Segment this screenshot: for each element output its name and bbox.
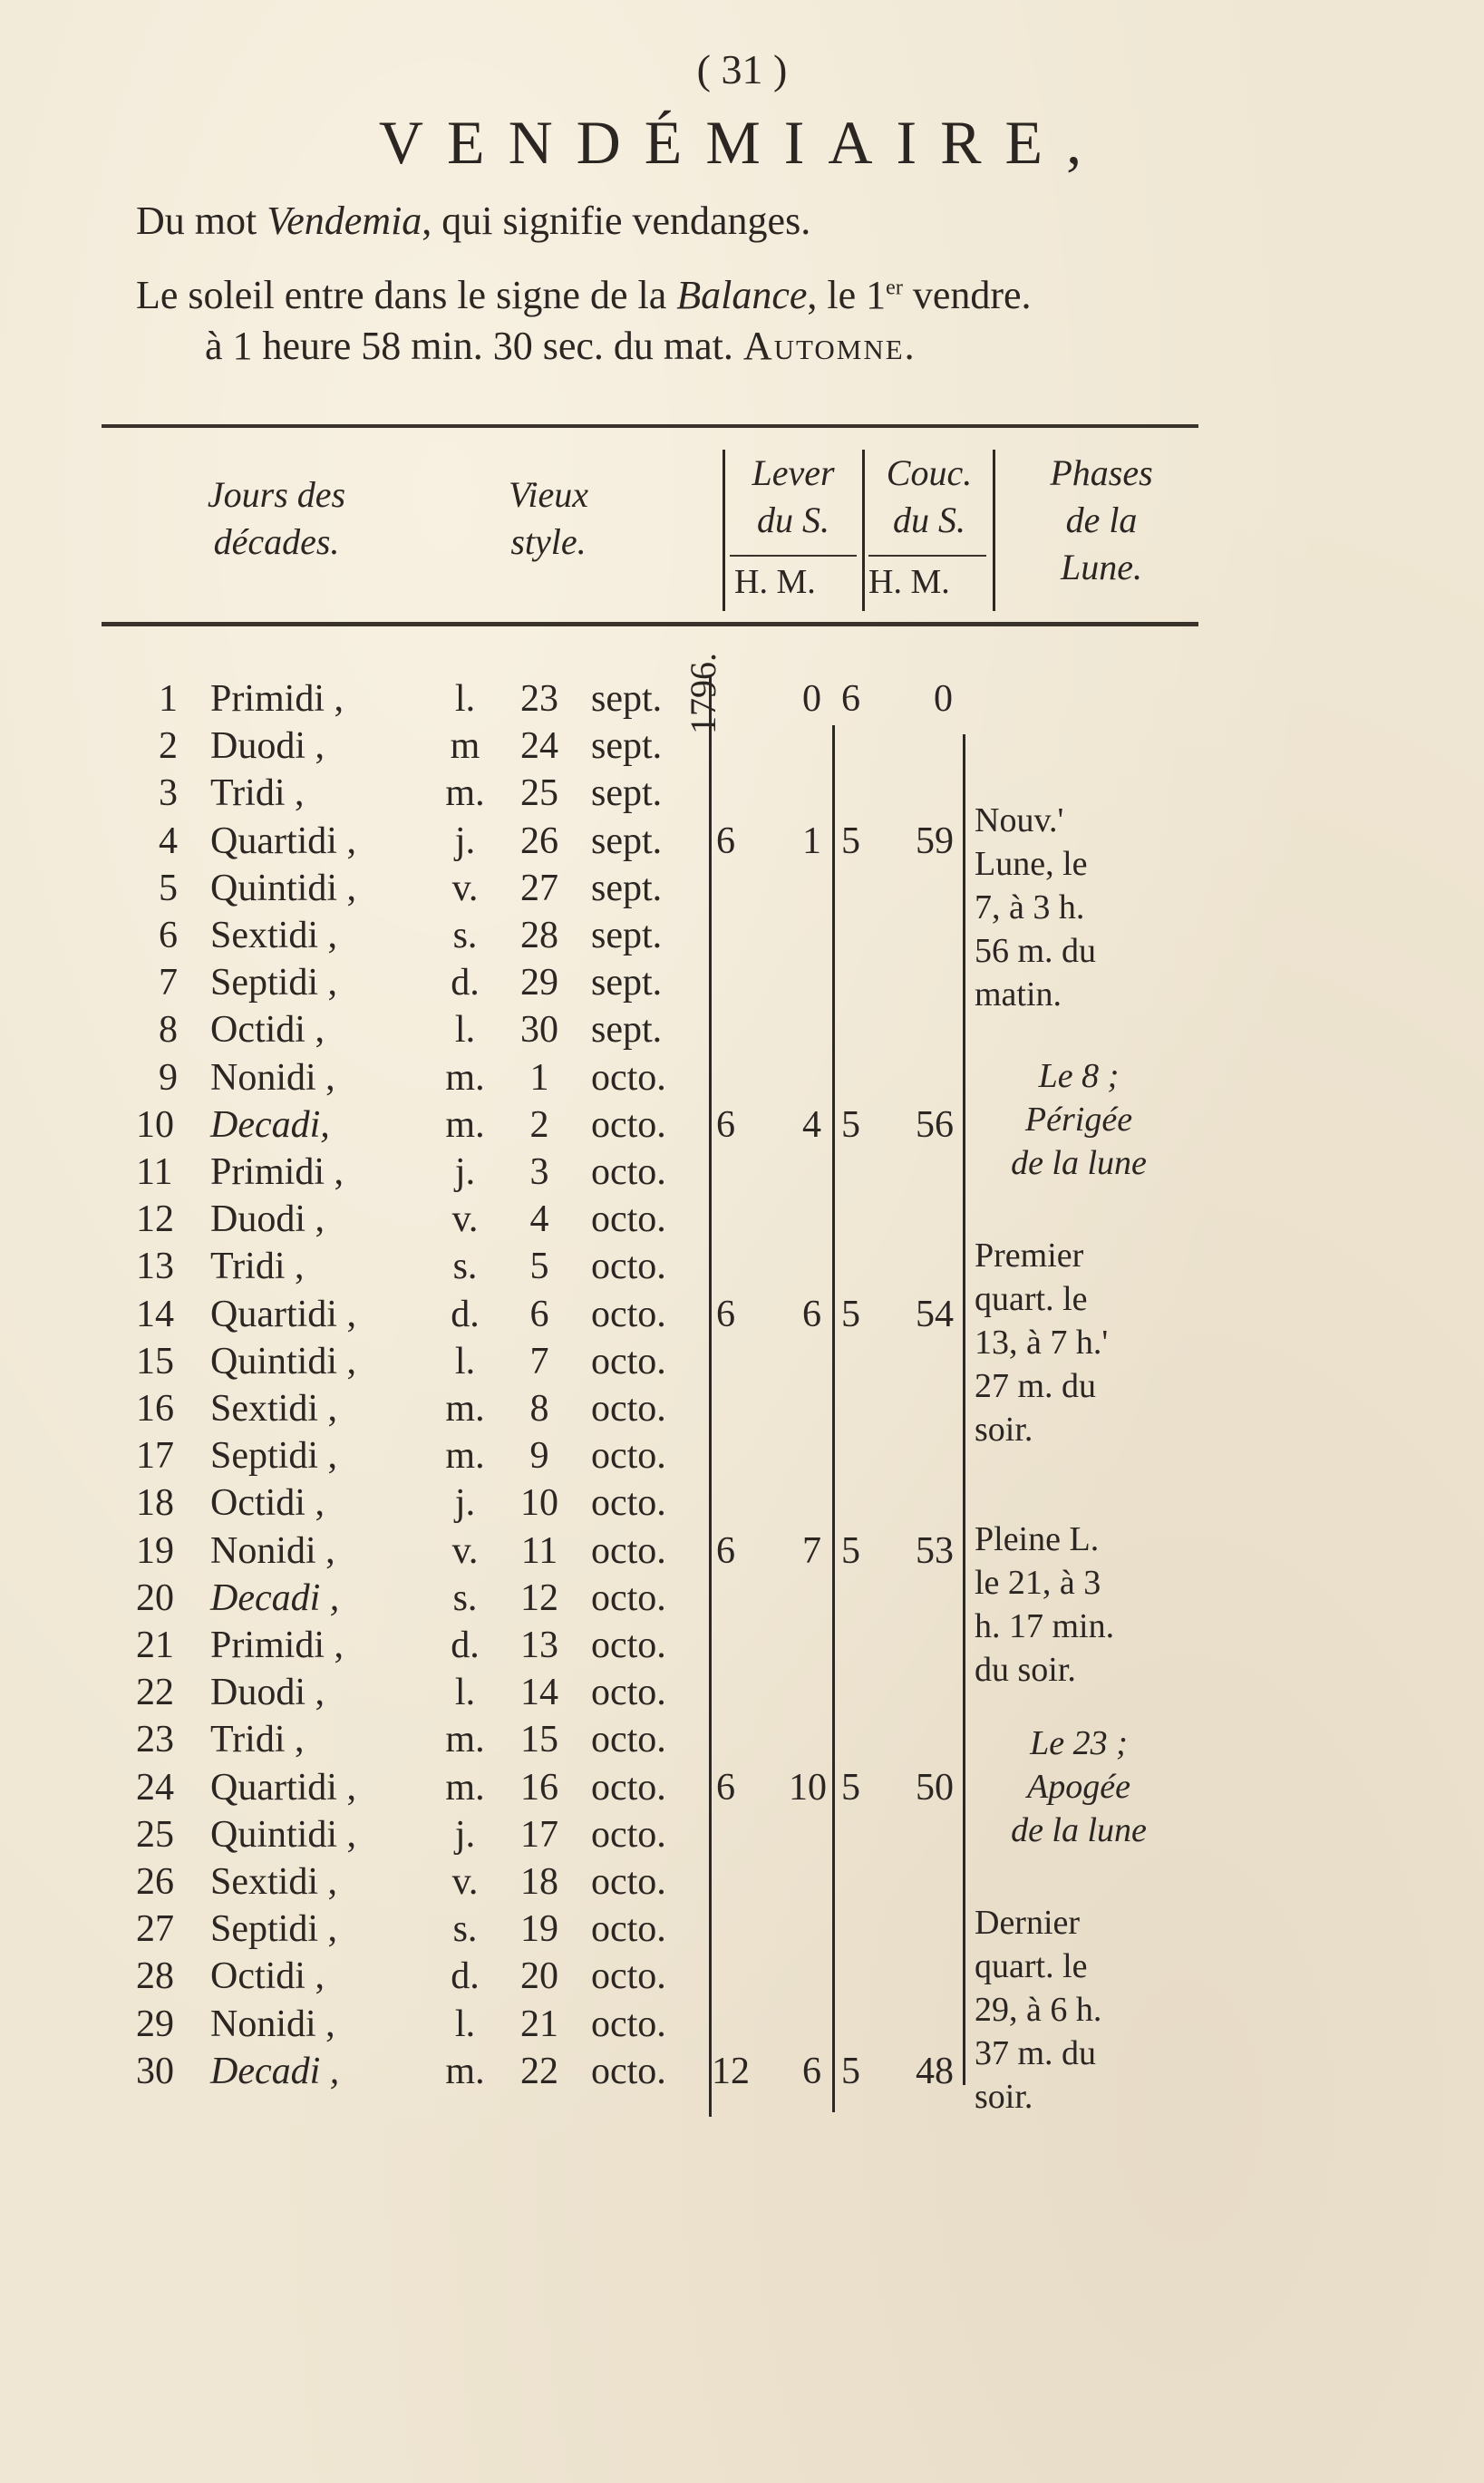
sunset-hour: 6 (802, 1293, 821, 1335)
header-days-line1: Jours des (207, 474, 346, 515)
phase-line: Premier (975, 1236, 1084, 1275)
header-couc-line1: Couc. (886, 452, 973, 493)
sunset-hour: 4 (802, 1103, 821, 1146)
old-style-month: octo. (591, 1388, 666, 1430)
header-old-line2: style. (510, 521, 587, 562)
old-style-day: 25 (520, 772, 558, 815)
old-style-month: octo. (591, 1576, 666, 1619)
day-number: 9 (159, 1056, 178, 1099)
day-name: Decadi, (210, 1103, 330, 1146)
header-phases-line1: Phases (1050, 452, 1153, 493)
phase-line: de la lune (1011, 1810, 1147, 1849)
header-bottom-rule (102, 622, 1198, 626)
sunset-hour: 10 (789, 1766, 827, 1809)
old-style-day: 10 (520, 1482, 558, 1525)
day-number: 22 (136, 1672, 174, 1714)
header-phases-line3: Lune. (1061, 547, 1142, 587)
weekday-abbrev: v. (451, 1198, 479, 1241)
weekday-abbrev: l. (454, 678, 476, 720)
old-style-month: sept. (591, 820, 663, 862)
day-name: Quartidi , (210, 1293, 356, 1335)
sunset-minute: 5 (841, 1766, 860, 1809)
old-style-month: sept. (591, 867, 663, 909)
phase-line: Pleine L. (975, 1520, 1100, 1559)
old-style-day: 9 (529, 1435, 549, 1478)
phase-line: soir. (975, 2077, 1033, 2116)
header-days (163, 471, 390, 566)
sunrise-hour: 6 (716, 1766, 735, 1809)
day-number: 28 (136, 1955, 174, 1998)
old-style-day: 27 (520, 867, 558, 909)
old-style-month: octo. (591, 1151, 666, 1193)
header-phases (1015, 450, 1188, 591)
old-style-day: 6 (529, 1293, 549, 1335)
old-style-month: octo. (591, 1056, 666, 1099)
day-name: Primidi , (210, 1625, 344, 1666)
day-name: Duodi , (210, 1198, 325, 1241)
day-name: Nonidi , (210, 1056, 335, 1099)
day-number: 30 (136, 2050, 174, 2092)
phase-line: du soir. (975, 1651, 1076, 1690)
old-style-day: 2 (529, 1103, 549, 1146)
sunrise-hour: 6 (716, 1293, 735, 1335)
weekday-abbrev: l. (454, 1009, 476, 1052)
old-style-month: sept. (591, 915, 663, 956)
extra-value: 53 (916, 1529, 954, 1572)
old-style-day: 26 (520, 820, 558, 862)
header-old-style (467, 471, 630, 566)
day-name: Sextidi , (210, 915, 338, 956)
sunset-hour: 1 (802, 820, 821, 862)
day-name: Decadi , (210, 2050, 340, 2092)
phase-line: Dernier (975, 1903, 1081, 1942)
weekday-abbrev: m. (445, 1388, 485, 1430)
old-style-day: 16 (520, 1766, 558, 1809)
header-couc (866, 450, 993, 544)
day-name: Sextidi , (210, 1388, 338, 1430)
sunset-hour: 7 (802, 1529, 821, 1572)
phase-line: le 21, à 3 (975, 1564, 1101, 1603)
old-style-month: octo. (591, 1435, 666, 1478)
old-style-month: octo. (591, 1955, 666, 1998)
header-lever (725, 450, 861, 544)
old-style-month: octo. (591, 1482, 666, 1525)
day-name: Sextidi , (210, 1861, 338, 1903)
header-couc-line2: du S. (893, 500, 965, 540)
day-number: 15 (136, 1340, 174, 1382)
header-lever-line1: Lever (752, 452, 835, 493)
day-number: 8 (159, 1009, 178, 1052)
old-style-day: 24 (520, 725, 558, 768)
old-style-day: 14 (520, 1672, 558, 1714)
weekday-abbrev: j. (454, 820, 476, 862)
extra-value: 50 (916, 1766, 954, 1809)
weekday-abbrev: m. (445, 2050, 485, 2092)
old-style-day: 28 (520, 915, 558, 956)
weekday-abbrev: l. (454, 1340, 476, 1382)
day-name: Octidi , (210, 1955, 325, 1998)
phase-line: matin. (975, 975, 1062, 1014)
day-number: 24 (136, 1766, 174, 1809)
weekday-abbrev: j. (454, 1151, 476, 1193)
old-style-month: octo. (591, 1908, 666, 1951)
old-style-day: 12 (520, 1576, 558, 1619)
sun-line-2a: à 1 heure 58 min. 30 sec. du mat. (205, 324, 733, 368)
day-number: 27 (136, 1908, 174, 1951)
subtitle-prefix: Du mot (136, 199, 257, 243)
weekday-abbrev: s. (452, 915, 478, 956)
old-style-month: octo. (591, 1103, 666, 1146)
old-style-day: 7 (529, 1340, 549, 1382)
old-style-month: sept. (591, 725, 663, 768)
old-style-day: 3 (529, 1151, 549, 1193)
month-title: VENDÉMIAIRE, (378, 108, 1106, 177)
day-name: Decadi , (210, 1576, 340, 1619)
day-number: 3 (159, 772, 178, 815)
old-style-month: octo. (591, 1293, 666, 1335)
day-number: 26 (136, 1861, 174, 1903)
extra-value: 0 (934, 678, 953, 720)
old-style-month: octo. (591, 1813, 666, 1856)
day-number: 18 (136, 1482, 174, 1525)
header-phases-line2: de la (1065, 500, 1138, 540)
day-number: 16 (136, 1388, 174, 1430)
phase-line: quart. le (975, 1946, 1088, 1985)
sunrise-hour: 6 (716, 1103, 735, 1146)
old-style-month: sept. (591, 772, 663, 815)
day-number: 5 (159, 867, 178, 909)
day-number: 20 (136, 1576, 174, 1619)
old-style-day: 5 (529, 1246, 549, 1288)
sunset-hour: 6 (802, 2050, 821, 2092)
day-name: Quintidi , (210, 1813, 357, 1856)
weekday-abbrev: m. (445, 1766, 485, 1809)
old-style-month: octo. (591, 1672, 666, 1714)
day-name: Octidi , (210, 1009, 325, 1052)
old-style-day: 4 (529, 1198, 549, 1241)
day-name: Duodi , (210, 725, 325, 768)
phase-column-line (963, 734, 965, 2085)
day-name: Quintidi , (210, 867, 357, 909)
day-number: 21 (136, 1625, 174, 1666)
day-name: Quintidi , (210, 1340, 357, 1382)
extra-value: 54 (916, 1293, 954, 1335)
old-style-day: 1 (529, 1056, 549, 1099)
old-style-day: 19 (520, 1908, 558, 1951)
day-number: 11 (136, 1151, 173, 1193)
header-lever-hm: H. M. (734, 563, 816, 601)
day-name: Tridi , (210, 1719, 305, 1761)
day-number: 29 (136, 2003, 174, 2045)
extra-value: 59 (916, 820, 954, 862)
phase-line: de la lune (1011, 1143, 1147, 1182)
phase-line: Nouv.' (975, 800, 1064, 839)
page-number: ( 31 ) (696, 46, 788, 92)
day-number: 12 (136, 1198, 174, 1241)
phase-note (975, 1722, 1183, 1852)
header-top-rule (102, 424, 1198, 428)
old-style-month: octo. (591, 1529, 666, 1572)
header-hm-rule-1 (730, 555, 857, 557)
day-name: Primidi , (210, 1151, 344, 1193)
day-name: Nonidi , (210, 1529, 335, 1572)
old-style-day: 17 (520, 1813, 558, 1856)
weekday-abbrev: j. (454, 1813, 476, 1856)
weekday-abbrev: j. (454, 1482, 476, 1525)
old-style-month: octo. (591, 1719, 666, 1761)
sun-line-sup: er (886, 276, 903, 300)
day-number: 2 (159, 725, 178, 768)
weekday-abbrev: m (450, 725, 480, 768)
old-style-day: 30 (520, 1009, 558, 1052)
old-style-day: 29 (520, 962, 558, 1004)
weekday-abbrev: v. (451, 1861, 479, 1903)
sunset-minute: 5 (841, 1529, 860, 1572)
subtitle-suffix: , qui signifie vendanges. (422, 199, 811, 243)
sunrise-hour: 12 (712, 2050, 750, 2092)
weekday-abbrev: d. (451, 1293, 480, 1335)
weekday-abbrev: s. (452, 1576, 478, 1619)
day-name: Septidi , (210, 962, 338, 1004)
phase-note (975, 1901, 1183, 2119)
header-divider-2 (862, 450, 865, 611)
old-style-month: octo. (591, 1625, 666, 1666)
header-divider-1 (723, 450, 725, 611)
old-style-month: octo. (591, 1198, 666, 1241)
header-days-line2: décades. (213, 521, 340, 562)
weekday-abbrev: d. (451, 1955, 480, 1998)
old-style-month: octo. (591, 1340, 666, 1382)
sunrise-hour: 6 (716, 820, 735, 862)
header-hm-rule-2 (868, 555, 986, 557)
lever-column-line (709, 675, 712, 2117)
old-style-day: 8 (529, 1388, 549, 1430)
day-number: 6 (159, 915, 178, 956)
day-number: 4 (159, 820, 178, 862)
day-name: Tridi , (210, 1246, 305, 1288)
season: Automne. (742, 324, 917, 368)
couc-column-line (832, 725, 835, 2112)
day-name: Nonidi , (210, 2003, 335, 2045)
phase-note (975, 1054, 1183, 1185)
sunset-hour: 0 (802, 678, 821, 720)
weekday-abbrev: d. (451, 962, 480, 1004)
sun-line-part1: Le soleil entre dans le signe de la (136, 273, 667, 317)
sun-line-sign: Balance (676, 273, 808, 317)
old-style-month: octo. (591, 1861, 666, 1903)
day-name: Tridi , (210, 772, 305, 815)
day-name: Septidi , (210, 1435, 338, 1478)
old-style-day: 18 (520, 1861, 558, 1903)
phase-note (975, 1518, 1183, 1692)
year-label: 1796. (683, 653, 723, 734)
weekday-abbrev: s. (452, 1908, 478, 1951)
day-number: 19 (136, 1529, 174, 1572)
old-style-day: 20 (520, 1955, 558, 1998)
day-name: Duodi , (210, 1672, 325, 1714)
phase-line: 56 m. du (975, 931, 1097, 970)
day-number: 14 (136, 1293, 174, 1335)
phase-line: soir. (975, 1410, 1033, 1449)
subtitle (136, 198, 810, 244)
old-style-month: octo. (591, 2050, 666, 2092)
phase-line: 13, à 7 h.' (975, 1323, 1109, 1362)
day-name: Quartidi , (210, 1766, 356, 1809)
weekday-abbrev: m. (445, 1435, 485, 1478)
subtitle-word: Vendemia (267, 199, 422, 243)
old-style-month: octo. (591, 1246, 666, 1288)
day-name: Quartidi , (210, 820, 356, 862)
old-style-month: sept. (591, 962, 663, 1004)
phase-note (975, 799, 1183, 1016)
weekday-abbrev: m. (445, 1103, 485, 1146)
old-style-month: sept. (591, 1009, 663, 1052)
sunset-minute: 5 (841, 1293, 860, 1335)
phase-line: Le 8 ; (1038, 1056, 1120, 1095)
day-number: 25 (136, 1813, 174, 1856)
sun-entry-line-2 (205, 323, 917, 369)
sun-line-part2: , le 1 (807, 273, 887, 317)
phase-line: 27 m. du (975, 1366, 1097, 1405)
weekday-abbrev: l. (454, 2003, 476, 2045)
day-name: Octidi , (210, 1482, 325, 1525)
phase-line: Le 23 ; (1030, 1723, 1128, 1762)
old-style-day: 13 (520, 1625, 558, 1666)
old-style-day: 15 (520, 1719, 558, 1761)
day-name: Primidi , (210, 678, 344, 720)
phase-line: 29, à 6 h. (975, 1990, 1102, 2029)
phase-line: 37 m. du (975, 2033, 1097, 2072)
day-number: 10 (136, 1103, 174, 1146)
weekday-abbrev: v. (451, 1529, 479, 1572)
weekday-abbrev: l. (454, 1672, 476, 1714)
weekday-abbrev: m. (445, 1056, 485, 1099)
old-style-day: 23 (520, 678, 558, 720)
old-style-day: 21 (520, 2003, 558, 2045)
weekday-abbrev: m. (445, 772, 485, 815)
sun-line-part3: vendre. (902, 273, 1032, 317)
extra-value: 48 (916, 2050, 954, 2092)
day-number: 7 (159, 962, 178, 1004)
sun-entry-line (136, 272, 1032, 318)
weekday-abbrev: d. (451, 1625, 480, 1666)
day-number: 1 (159, 678, 178, 720)
old-style-day: 11 (520, 1529, 558, 1572)
header-couc-hm: H. M. (868, 563, 950, 601)
sunset-minute: 6 (841, 678, 860, 720)
phase-note (975, 1234, 1183, 1451)
day-number: 23 (136, 1719, 174, 1761)
phase-line: h. 17 min. (975, 1607, 1115, 1646)
day-name: Septidi , (210, 1908, 338, 1951)
sunrise-hour: 6 (716, 1529, 735, 1572)
header-old-line1: Vieux (508, 474, 589, 515)
extra-value: 56 (916, 1103, 954, 1146)
header-divider-3 (993, 450, 995, 611)
old-style-month: sept. (591, 678, 663, 720)
sunset-minute: 5 (841, 1103, 860, 1146)
day-number: 13 (136, 1246, 174, 1288)
sunset-minute: 5 (841, 2050, 860, 2092)
header-lever-line2: du S. (757, 500, 829, 540)
day-number: 17 (136, 1435, 174, 1478)
weekday-abbrev: s. (452, 1246, 478, 1288)
weekday-abbrev: v. (451, 867, 479, 909)
phase-line: Apogée (1027, 1767, 1130, 1806)
old-style-month: octo. (591, 1766, 666, 1809)
phase-line: quart. le (975, 1279, 1088, 1318)
old-style-day: 22 (520, 2050, 558, 2092)
weekday-abbrev: m. (445, 1719, 485, 1761)
phase-line: Périgée (1024, 1100, 1133, 1139)
sunset-minute: 5 (841, 820, 860, 862)
phase-line: 7, à 3 h. (975, 887, 1085, 926)
old-style-month: octo. (591, 2003, 666, 2045)
phase-line: Lune, le (975, 844, 1088, 883)
